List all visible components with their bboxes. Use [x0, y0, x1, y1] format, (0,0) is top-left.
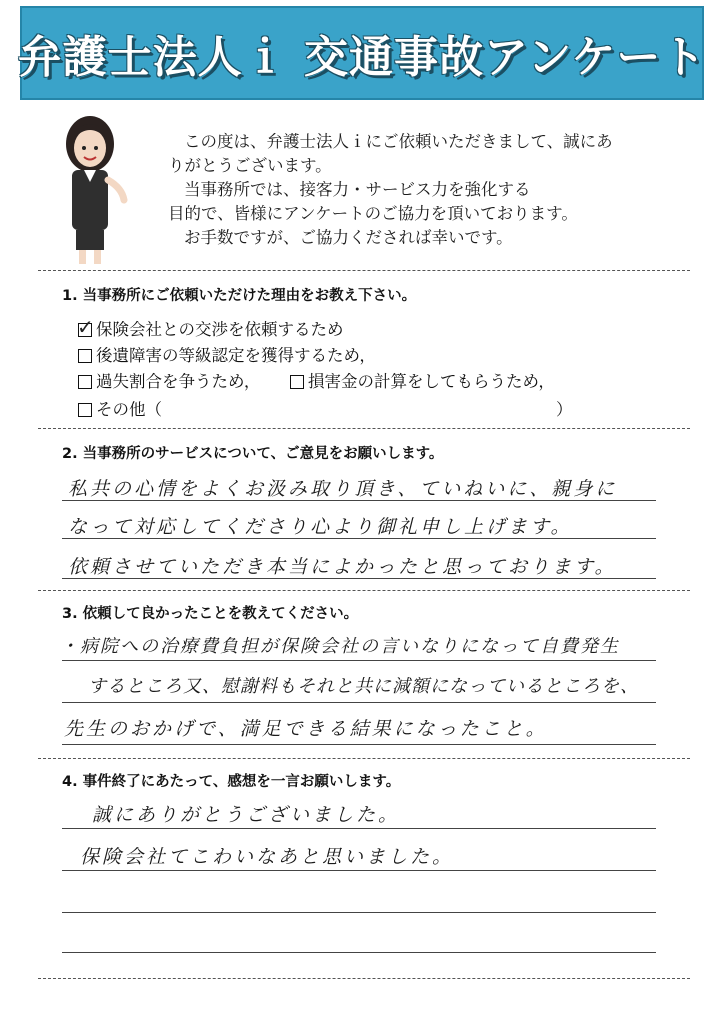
q1-option-disability-grade[interactable]: 後遺障害の等級認定を獲得するため， — [78, 342, 376, 366]
q1-option-insurance-negotiation[interactable]: ✓ 保険会社との交渉を依頼するため — [77, 315, 344, 339]
q4-answer-line: 誠にありがとうございました。 — [92, 804, 401, 826]
answer-rule — [62, 538, 656, 539]
intro-line: お手数ですが、ご協力くだされば幸いです。 — [184, 228, 513, 247]
checkbox[interactable] — [78, 349, 92, 363]
q2-answer-line: なって対応してくださり心より御礼申し上げます。 — [68, 516, 573, 538]
header-banner — [17, 6, 707, 100]
q1-option-damage-calc[interactable]: 損害金の計算をしてもらうため， — [290, 368, 555, 392]
answer-rule — [62, 912, 656, 913]
answer-rule — [62, 500, 656, 501]
section-divider — [38, 428, 690, 429]
question-2-title: 2. 当事務所のサービスについて、ご意見をお願いします。 — [62, 446, 444, 462]
section-divider — [38, 978, 690, 979]
question-4-title: 4. 事件終了にあたって、感想を一言お願いします。 — [62, 774, 401, 790]
checkbox[interactable] — [78, 375, 92, 389]
answer-rule — [62, 952, 656, 953]
checkbox-checked[interactable] — [77, 315, 94, 339]
question-1-title: 1. 当事務所にご依頼いただけた理由をお教え下さい。 — [62, 288, 417, 304]
answer-rule — [62, 870, 656, 871]
answer-rule — [62, 828, 656, 829]
answer-rule — [62, 578, 656, 579]
q1-other-close-paren: ） — [556, 400, 573, 419]
checkbox[interactable] — [290, 375, 304, 389]
page-title: 弁護士法人ｉ 交通事故アンケート — [17, 32, 707, 83]
intro-line: りがとうございます。 — [168, 156, 332, 175]
question-3-title: 3. 依頼して良かったことを教えてください。 — [62, 606, 359, 622]
q2-answer-line: 私共の心情をよくお汲み取り頂き、ていねいに、親身に — [68, 478, 618, 500]
q4-answer-line: 保険会社てこわいなあと思いました。 — [80, 846, 455, 868]
staff-illustration — [52, 108, 132, 268]
answer-rule — [62, 660, 656, 661]
section-divider — [38, 590, 690, 591]
answer-rule — [62, 702, 656, 703]
q3-answer-line: するところ又、慰謝料もそれと共に減額になっているところを、 — [88, 676, 639, 697]
checkbox[interactable] — [78, 403, 92, 417]
section-divider — [38, 758, 690, 759]
q1-option-other[interactable]: その他（ — [78, 396, 162, 420]
q1-option-fault-ratio[interactable]: 過失割合を争うため， — [78, 368, 260, 392]
section-divider — [38, 270, 690, 271]
intro-text — [168, 130, 698, 250]
intro-line: 当事務所では、接客力・サービス力を強化する — [184, 180, 531, 199]
q2-answer-line: 依頼させていただき本当によかったと思っております。 — [68, 556, 617, 578]
answer-rule — [62, 744, 656, 745]
check-mark-icon: ✓ — [77, 315, 94, 339]
q3-answer-line: ・病院への治療費負担が保険会社の言いなりになって自費発生 — [60, 636, 620, 657]
intro-line: この度は、弁護士法人ｉにご依頼いただきまして、誠にあ — [184, 132, 613, 151]
intro-line: 目的で、皆様にアンケートのご協力を頂いております。 — [168, 204, 578, 223]
q3-answer-line: 先生のおかげで、満足できる結果になったこと。 — [64, 718, 548, 740]
